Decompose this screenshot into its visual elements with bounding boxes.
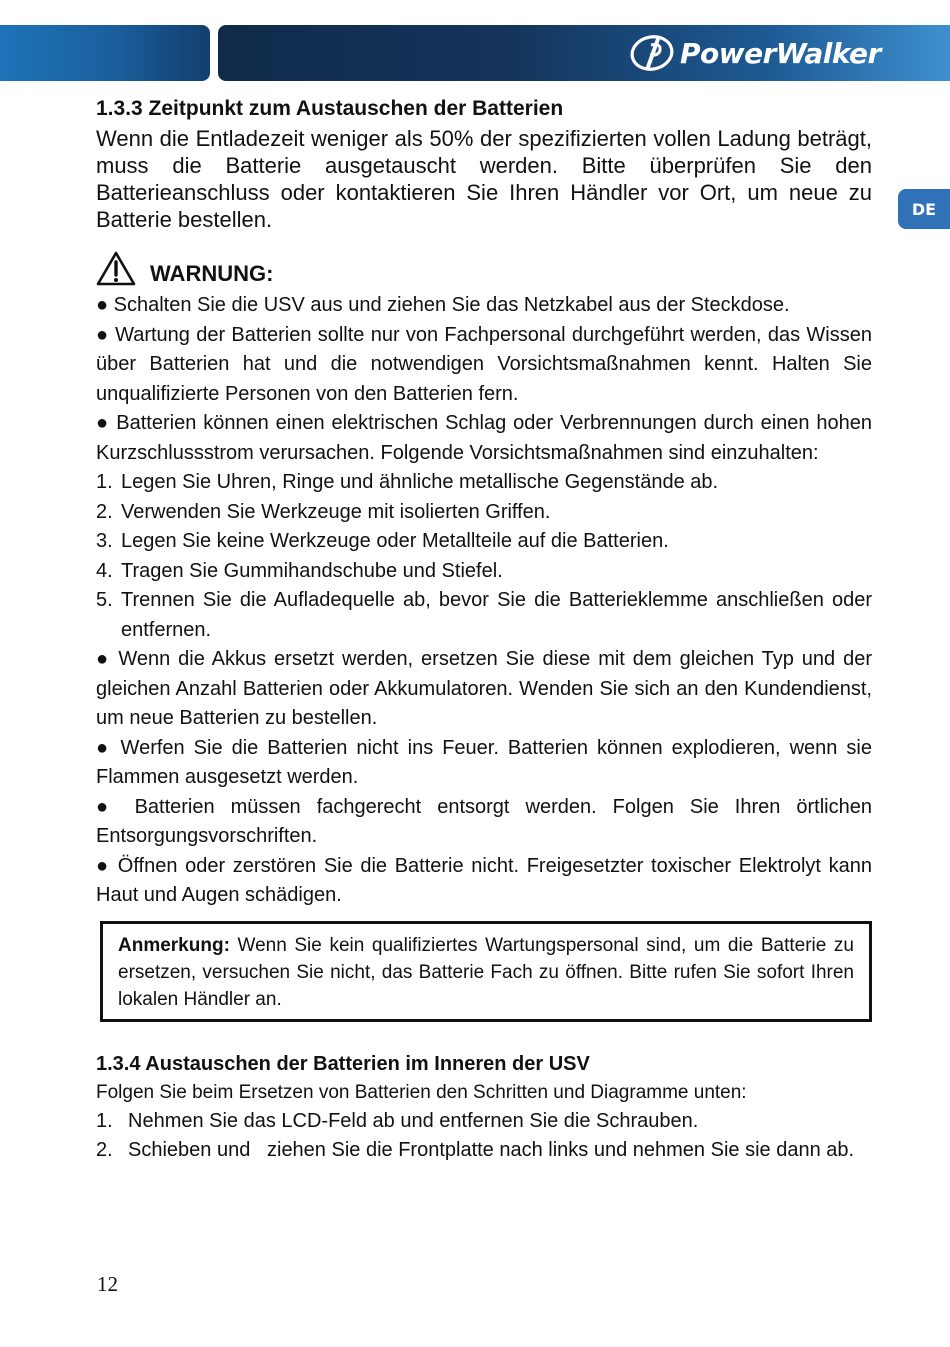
step-number: 2. bbox=[96, 1139, 113, 1161]
step-text: Nehmen Sie das LCD-Feld ab und entfernen Sie die Schrauben. bbox=[128, 1109, 699, 1132]
note-text: Wenn Sie kein qualifiziertes Wartungspersonal sind, um die Batterie zu ersetzen, versuchen Sie nicht, das Batterie Fach zu öffnen. Bitte rufen Sie sofort Ihren lokalen Händler an. bbox=[118, 934, 854, 1010]
precaution-number: 5. bbox=[96, 589, 113, 611]
precaution-text: Tragen Sie Gummihandschube und Stiefel. bbox=[121, 559, 503, 582]
warning-bullet: ● Werfen Sie die Batterien nicht ins Feuer. Batterien können explodieren, wenn sie Flammen ausgesetzt werden. bbox=[96, 736, 872, 788]
precaution-text: Legen Sie keine Werkzeuge oder Metallteile auf die Batterien. bbox=[121, 530, 669, 552]
header-bar-left-segment bbox=[0, 25, 210, 81]
step-item bbox=[96, 1136, 872, 1166]
warning-bullet: ● Schalten Sie die USV aus und ziehen Sie das Netzkabel aus der Steckdose. bbox=[96, 294, 790, 316]
step-text: Schieben und ziehen Sie die Frontplatte nach links und nehmen Sie sie dann ab. bbox=[128, 1139, 855, 1161]
powerwalker-logo bbox=[628, 33, 881, 73]
precaution-number: 3. bbox=[96, 530, 113, 552]
section-1-3-3-title: 1.3.3 Zeitpunkt zum Austauschen der Batterien bbox=[96, 97, 564, 120]
precaution-item bbox=[96, 498, 872, 528]
precaution-item bbox=[96, 468, 872, 498]
language-tab-de: DE bbox=[898, 189, 950, 229]
logo-wordmark: PowerWalker bbox=[680, 36, 881, 70]
warning-triangle-icon bbox=[96, 251, 136, 287]
warning-bullet: ● Wenn die Akkus ersetzt werden, ersetzen Sie diese mit dem gleichen Typ und der gleichen Anzahl Batterien oder Akkumulatoren. Wenden Sie sich an den Kundendienst, um neue Batterien zu bestellen. bbox=[96, 648, 872, 729]
section-1-3-4-intro: Folgen Sie beim Ersetzen von Batterien den Schritten und Diagramme unten: bbox=[96, 1081, 747, 1103]
section-1-3-4-title: 1.3.4 Austauschen der Batterien im Inneren der USV bbox=[96, 1052, 590, 1075]
page-number: 12 bbox=[97, 1272, 118, 1296]
warning-bullet: ● Wartung der Batterien sollte nur von Fachpersonal durchgeführt werden, das Wissen über Batterien hat und die notwendigen Vorsichtsmaßnahmen kennt. Halten Sie unqualifizierte Personen von den Batterien fern. bbox=[96, 323, 872, 405]
note-label: Anmerkung: bbox=[118, 934, 230, 956]
replacement-steps bbox=[96, 1107, 872, 1166]
warning-bullet: ● Öffnen oder zerstören Sie die Batterie nicht. Freigesetzter toxischer Elektrolyt kann Haut und Augen schädigen. bbox=[96, 854, 872, 906]
precaution-number: 4. bbox=[96, 559, 113, 582]
warning-list bbox=[96, 291, 872, 911]
section-1-3-3-body: Wenn die Entladezeit weniger als 50% der spezifizierten vollen Ladung beträgt, muss die Batterie ausgetauscht werden. Bitte überprüfen Sie den Batterieanschluss oder kontaktieren Sie Ihren Händler vor Ort, um neue zu Batterie bestellen. bbox=[96, 126, 872, 232]
powerwalker-logo-icon bbox=[628, 33, 678, 73]
precaution-item bbox=[96, 527, 872, 557]
step-item bbox=[96, 1107, 872, 1137]
precaution-text: Trennen Sie die Aufladequelle ab, bevor Sie die Batterieklemme anschließen oder entfernen. bbox=[121, 589, 872, 641]
precaution-number: 1. bbox=[96, 471, 113, 493]
page-content bbox=[96, 95, 872, 1166]
precaution-text: Verwenden Sie Werkzeuge mit isolierten Griffen. bbox=[121, 500, 551, 523]
precaution-number: 2. bbox=[96, 500, 113, 523]
warning-label: WARNUNG: bbox=[150, 261, 274, 286]
precaution-item bbox=[96, 586, 872, 645]
warning-heading bbox=[96, 247, 872, 287]
precaution-item bbox=[96, 557, 872, 587]
note-box bbox=[100, 921, 872, 1022]
warning-bullet: ● Batterien können einen elektrischen Schlag oder Verbrennungen durch einen hohen Kurzschlussstrom verursachen. Folgende Vorsichtsmaßnahmen sind einzuhalten: bbox=[96, 412, 872, 464]
precaution-text: Legen Sie Uhren, Ringe und ähnliche metallische Gegenstände ab. bbox=[121, 471, 719, 493]
warning-bullet: ● Batterien müssen fachgerecht entsorgt werden. Folgen Sie Ihren örtlichen Entsorgungsvorschriften. bbox=[96, 795, 872, 847]
step-number: 1. bbox=[96, 1109, 113, 1132]
page-header-bar bbox=[0, 25, 950, 81]
